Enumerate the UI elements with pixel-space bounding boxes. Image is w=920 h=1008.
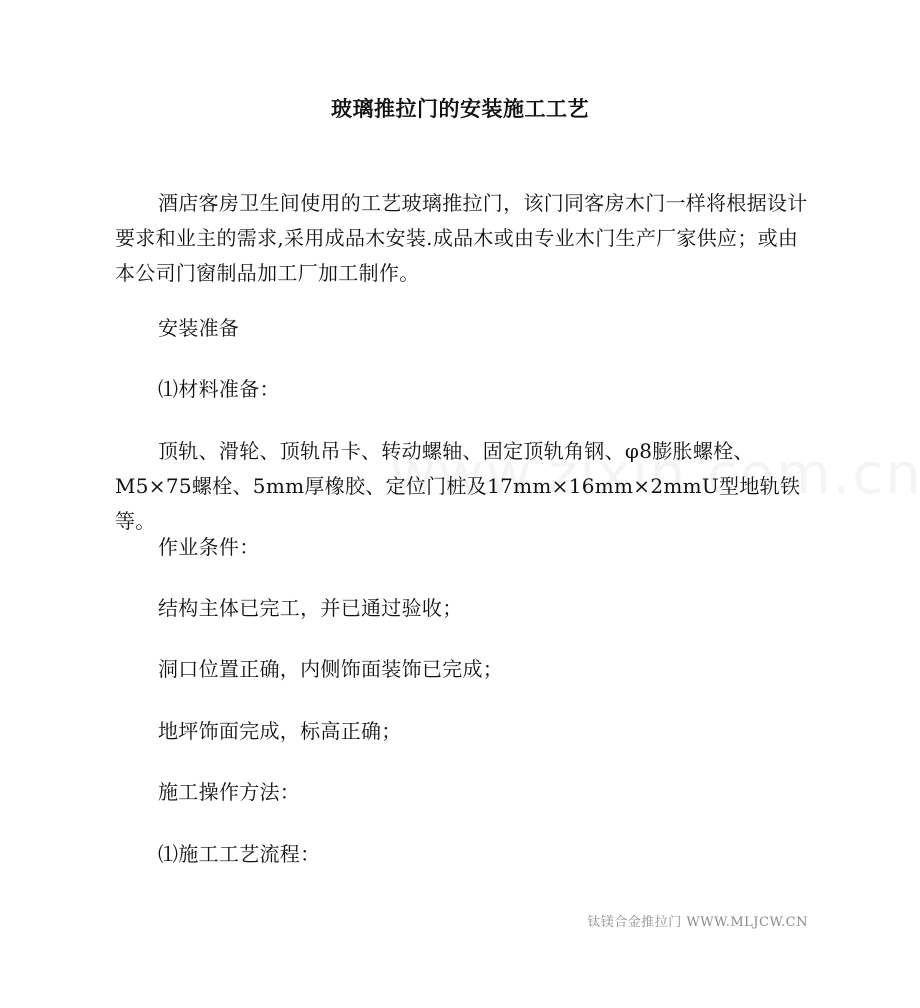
subheading-work-conditions: 作业条件：	[158, 535, 260, 559]
condition-item-structure: 结构主体已完工，并已通过验收；	[158, 596, 463, 620]
document-title: 玻璃推拉门的安装施工工艺	[331, 96, 589, 121]
subheading-process-flow: ⑴施工工艺流程：	[158, 842, 321, 866]
subheading-materials: ⑴材料准备：	[158, 377, 280, 401]
subheading-method: 施工操作方法：	[158, 780, 301, 804]
condition-item-floor: 地坪饰面完成，标高正确；	[158, 719, 402, 743]
section-heading-preparation: 安装准备	[158, 316, 240, 340]
materials-list-paragraph: 顶轨、滑轮、顶轨吊卡、转动螺轴、固定顶轨角钢、φ8膨胀螺栓、M5×75螺栓、5mm厚橡胶、定位门桩及17mm×16mm×2mmU型地轨铁等。	[115, 439, 801, 533]
condition-item-opening: 洞口位置正确，内侧饰面装饰已完成；	[158, 657, 504, 681]
intro-paragraph: 酒店客房卫生间使用的工艺玻璃推拉门，该门同客房木门一样将根据设计要求和业主的需求,采用成品木安装.成品木或由专业木门生产厂家供应；或由本公司门窗制品加工厂加工制作。	[115, 191, 808, 285]
page-footer: 钛镁合金推拉门 WWW.MLJCW.CN	[587, 915, 808, 930]
